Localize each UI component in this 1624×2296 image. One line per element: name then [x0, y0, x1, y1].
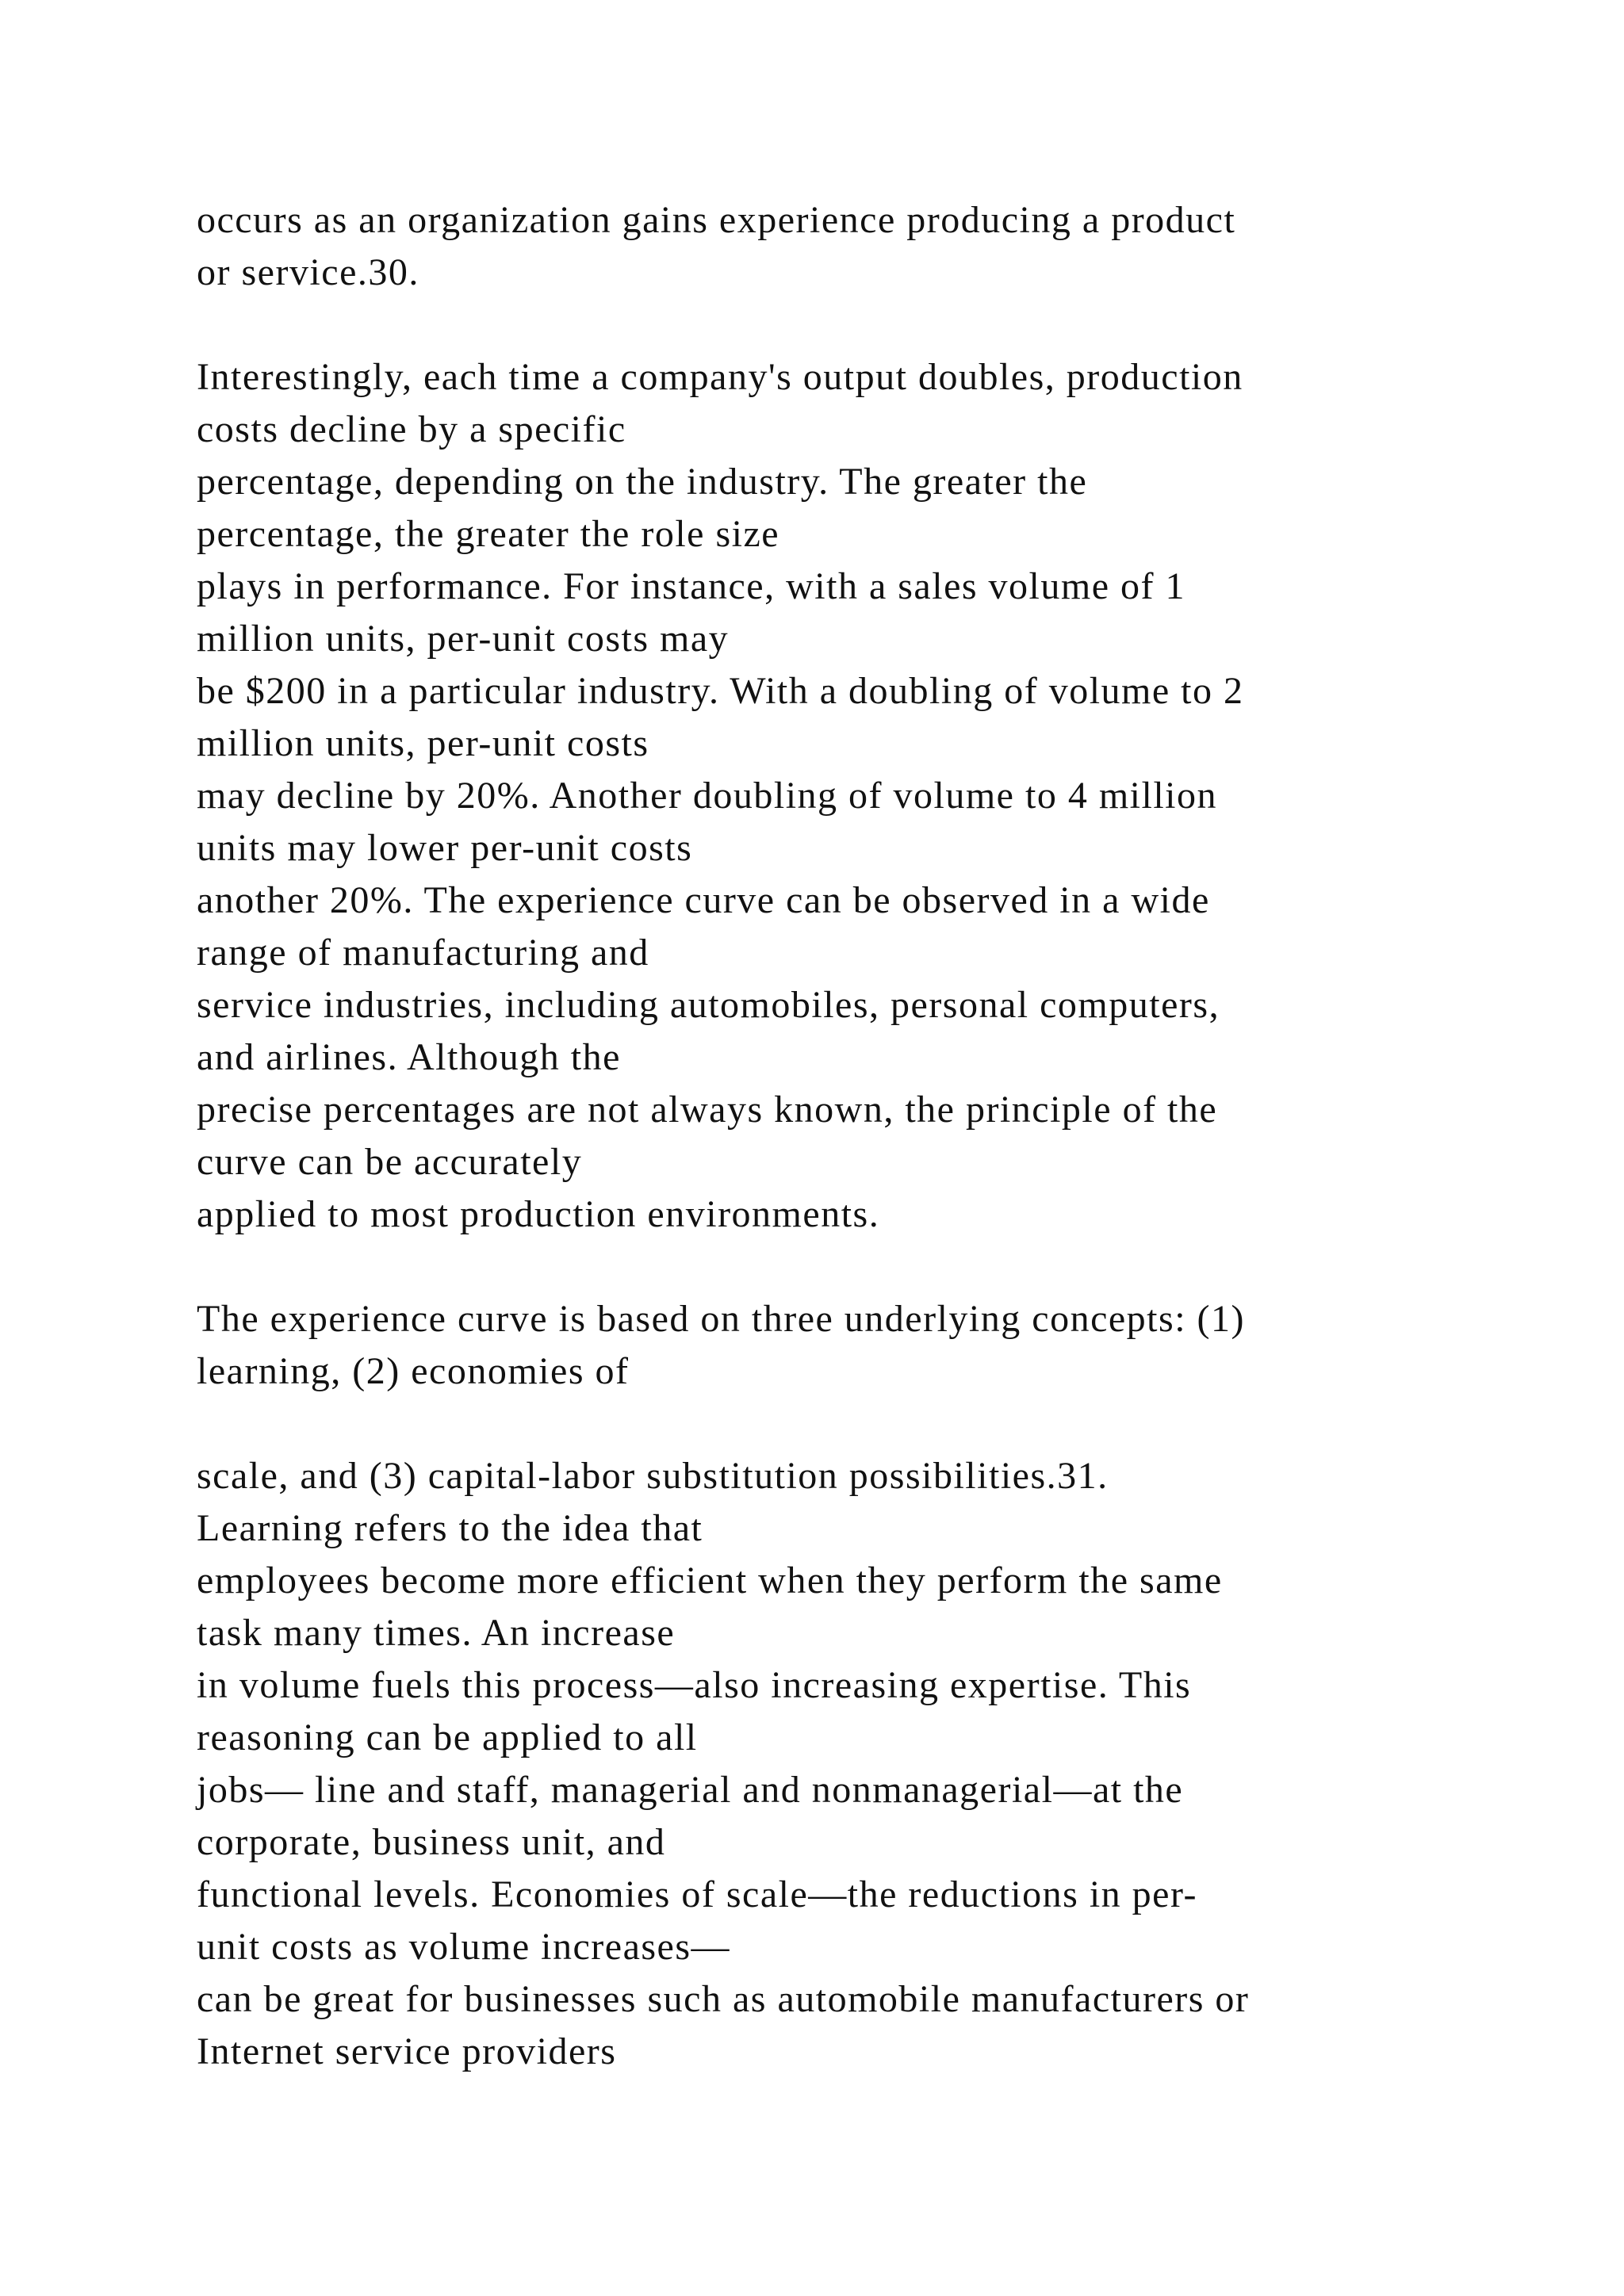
- text-line: can be great for businesses such as automobile manufacturers or: [197, 1978, 1250, 2020]
- text-line: may decline by 20%. Another doubling of volume to 4 million: [197, 775, 1217, 817]
- text-line: million units, per-unit costs: [197, 722, 649, 764]
- text-line: Interestingly, each time a company's output doubles, production: [197, 356, 1243, 398]
- text-line: jobs— line and staff, managerial and nonmanagerial—at the: [197, 1769, 1184, 1811]
- text-line: applied to most production environments.: [197, 1193, 880, 1235]
- text-line: percentage, the greater the role size: [197, 513, 780, 555]
- document-page: [197, 194, 1481, 2078]
- text-line: plays in performance. For instance, with a sales volume of 1: [197, 565, 1186, 607]
- text-line: percentage, depending on the industry. The greater the: [197, 461, 1088, 503]
- text-line: service industries, including automobiles, personal computers,: [197, 984, 1220, 1026]
- text-line: costs decline by a specific: [197, 408, 626, 450]
- text-line: range of manufacturing and: [197, 932, 649, 974]
- text-line: be $200 in a particular industry. With a doubling of volume to 2: [197, 670, 1244, 712]
- text-line: scale, and (3) capital-labor substitution possibilities.31.: [197, 1455, 1109, 1497]
- text-line: and airlines. Although the: [197, 1036, 621, 1078]
- text-line: in volume fuels this process—also increasing expertise. This: [197, 1664, 1192, 1706]
- text-line: curve can be accurately: [197, 1141, 583, 1183]
- text-line: units may lower per-unit costs: [197, 827, 693, 869]
- text-line: occurs as an organization gains experience producing a product: [197, 199, 1236, 241]
- text-line: another 20%. The experience curve can be observed in a wide: [197, 879, 1210, 921]
- text-line: task many times. An increase: [197, 1612, 676, 1654]
- text-line: The experience curve is based on three underlying concepts: (1): [197, 1298, 1245, 1340]
- text-line: corporate, business unit, and: [197, 1821, 666, 1863]
- text-line: reasoning can be applied to all: [197, 1716, 698, 1758]
- blank-line: [197, 299, 1481, 351]
- blank-line: [197, 1241, 1481, 1293]
- text-line: employees become more efficient when they perform the same: [197, 1559, 1223, 1601]
- text-line: precise percentages are not always known, the principle of the: [197, 1089, 1218, 1131]
- text-line: or service.30.: [197, 251, 419, 293]
- text-line: million units, per-unit costs may: [197, 618, 730, 660]
- text-line: Internet service providers: [197, 2030, 617, 2072]
- text-line: unit costs as volume increases—: [197, 1926, 731, 1968]
- blank-line: [197, 1398, 1481, 1450]
- text-line: learning, (2) economies of: [197, 1350, 630, 1392]
- text-line: Learning refers to the idea that: [197, 1507, 703, 1549]
- text-line: functional levels. Economies of scale—the reductions in per-: [197, 1873, 1197, 1915]
